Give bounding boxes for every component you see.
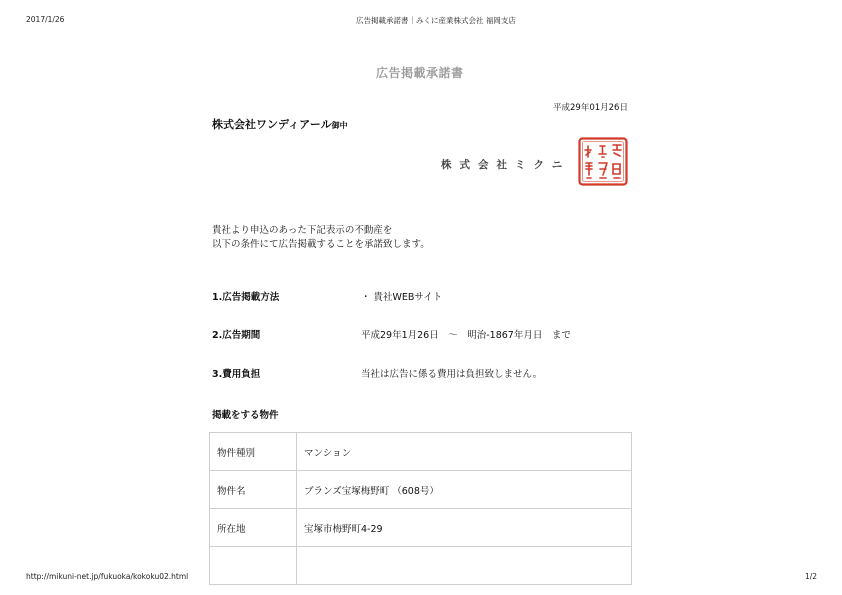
recipient-name: 株式会社ワンディアール [212,118,332,131]
print-header-date: 2017/1/26 [26,15,65,24]
table-key: 物件種別 [210,433,297,471]
recipient-honorific: 御中 [331,121,348,130]
table-key: 所在地 [210,509,297,547]
body-text-line-1: 貴社より申込のあった下記表示の不動産を [212,225,393,236]
table-row [210,547,632,585]
issue-date: 平成29年01月26日 [553,103,628,113]
condition-label-cost: 3.費用負担 [212,369,261,380]
table-row [210,509,632,547]
table-row [210,433,632,471]
condition-value-ad-method: ・ 貴社WEBサイト [361,292,443,303]
table-value: ブランズ宝塚梅野町 （608号） [297,471,632,509]
company-seal-icon [578,137,628,186]
print-header-title: 広告掲載承諾書｜みくに産業株式会社 福岡支店 [356,16,516,25]
table-value [297,547,632,585]
body-text-line-2: 以下の条件にて広告掲載することを承諾致します。 [212,239,430,250]
print-footer-page-number: 1/2 [805,572,818,581]
table-key [210,547,297,585]
document-title: 広告掲載承諾書 [376,66,464,80]
table-key: 物件名 [210,471,297,509]
print-footer-url: http://mikuni-net.jp/fukuoka/kokoku02.html [26,572,189,581]
properties-heading: 掲載をする物件 [212,410,279,421]
condition-value-cost: 当社は広告に係る費用は負担致しません。 [361,369,543,380]
table-row [210,471,632,509]
property-table [209,432,632,585]
table-value: マンション [297,433,632,471]
condition-label-ad-period: 2.広告期間 [212,330,261,341]
condition-value-ad-period: 平成29年1月26日 ～ 明治-1867年月日 まで [361,330,571,341]
issuer-company: 株式会社ミクニ [441,159,571,171]
condition-label-ad-method: 1.広告掲載方法 [212,292,280,303]
recipient [212,116,348,132]
table-value: 宝塚市梅野町4-29 [297,509,632,547]
